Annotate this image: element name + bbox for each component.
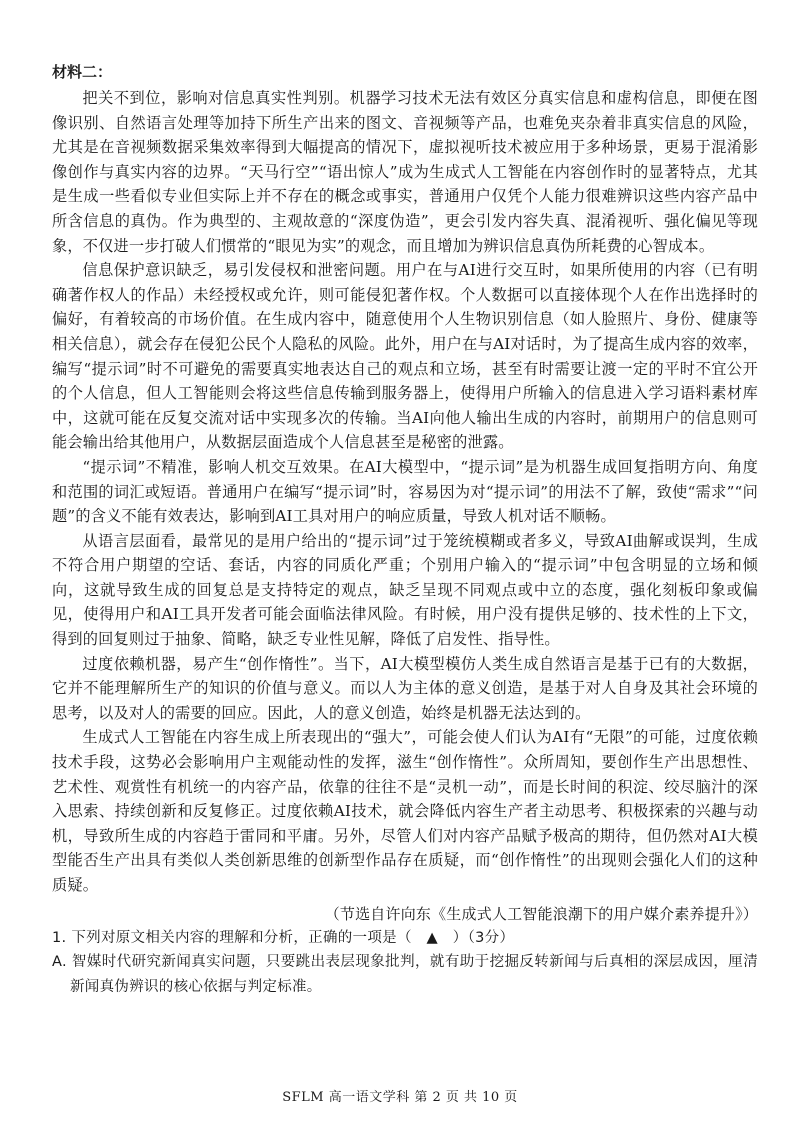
question-1: 1. 下列对原文相关内容的理解和分析，正确的一项是（ ▲ ）（3分） bbox=[52, 929, 515, 946]
section-title: 材料二： bbox=[52, 63, 113, 81]
paragraph-1: 把关不到位，影响对信息真实性判别。机器学习技术无法有效区分真实信息和虚构信息，即便在图像识别、自然语言处理等加持下所生产出来的图文、音视频等产品，也难免夹杂着非真实信息的风险，尤其是在音视频数据采集效率得到大幅提高的情况下，虚拟视听技术被应用于多种场景，更易于混淆影像创作与真实内容的边界。“天马行空”“语出惊人”成为生成式人工智能在内容创作时的显著特点，尤其是生成一些看似专业但实际上并不存在的概念或事实，普通用户仅凭个人能力很难辨识这些内容产品中所含信息的真伪。作为典型的、主观故意的“深度伪造”，更会引发内容失真、混淆视听、强化偏见等现象，不仅进一步打破人们惯常的“眼见为实”的观念，而且增加为辨识信息真伪所耗费的心智成本。 bbox=[52, 89, 758, 255]
paragraph-2: 信息保护意识缺乏，易引发侵权和泄密问题。用户在与AI进行交互时，如果所使用的内容（已有明确著作权人的作品）未经授权或允许，则可能侵犯著作权。个人数据可以直接体现个人在作出选择时的偏好，有着较高的市场价值。在生成内容中，随意使用个人生物识别信息（如人脸照片、身份、健康等相关信息），就会存在侵犯公民个人隐私的风险。此外，用户在与AI对话时，为了提高生成内容的效率，编写“提示词”时不可避免的需要真实地表达自己的观点和立场，甚至有时需要让渡一定的平时不宜公开的个人信息，但人工智能则会将这些信息传输到服务器上，使得用户所输入的信息进入学习语料素材库中，这就可能在反复交流对话中实现多次的传输。当AI向他人输出生成的内容时，前期用户的信息则可能会输出给其他用户，从数据层面造成个人信息甚至是秘密的泄露。 bbox=[52, 261, 758, 452]
option-a: A. 智媒时代研究新闻真实问题，只要跳出表层现象批判，就有助于挖掘反转新闻与后真相的深层成因，厘清新闻真伪辨识的核心依据与判定标准。 bbox=[52, 953, 758, 995]
source-citation: （节选自许向东《生成式人工智能浪潮下的用户媒介素养提升》） bbox=[324, 904, 758, 923]
paragraph-4: 从语言层面看，最常见的是用户给出的“提示词”过于笼统模糊或者多义，导致AI曲解或误判，生成不符合用户期望的空话、套话，内容的同质化严重；个别用户输入的“提示词”中包含明显的立场和倾向，这就导致生成的回复总是支持特定的观点，缺乏呈现不同观点或中立的态度，强化刻板印象或偏见，使得用户和AI工具开发者可能会面临法律风险。有时候，用户没有提供足够的、技术性的上下文，得到的回复则过于抽象、简略，缺乏专业性见解，降低了启发性、指导性。 bbox=[52, 531, 758, 649]
page-content bbox=[52, 60, 758, 1000]
page-footer: SFLM 高一语文学科 第 2 页 共 10 页 bbox=[282, 1090, 518, 1105]
paragraph-6: 生成式人工智能在内容生成上所表现出的“强大”，可能会使人们认为AI有“无限”的可能，过度依赖技术手段，这势必会影响用户主观能动性的发挥，滋生“创作惰性”。众所周知，要创作生产出思想性、艺术性、观赏性有机统一的内容产品，依靠的往往不是“灵机一动”，而是长时间的积淀、绞尽脑汁的深入思索、持续创新和反复修正。过度依赖AI技术，就会降低内容生产者主动思考、积极探索的兴趣与动机，导致所生成的内容趋于雷同和平庸。另外，尽管人们对内容产品赋予极高的期待，但仍然对AI大模型能否生产出具有类似人类创新思维的创新型作品存在质疑，而“创作惰性”的出现则会强化人们的这种质疑。 bbox=[52, 728, 758, 894]
paragraph-3: “提示词”不精准，影响人机交互效果。在AI大模型中，“提示词”是为机器生成回复指明方向、角度和范围的词汇或短语。普通用户在编写“提示词”时，容易因为对“提示词”的用法不了解，致使“需求”“问题”的含义不能有效表达，影响到AI工具对用户的响应质量，导致人机对话不顺畅。 bbox=[52, 457, 758, 526]
paragraph-5: 过度依赖机器，易产生“创作惰性”。当下，AI大模型模仿人类生成自然语言是基于已有的大数据，它并不能理解所生产的知识的价值与意义。而以人为主体的意义创造，是基于对人自身及其社会环境的思考，以及对人的需要的回应。因此，人的意义创造，始终是机器无法达到的。 bbox=[52, 654, 758, 722]
